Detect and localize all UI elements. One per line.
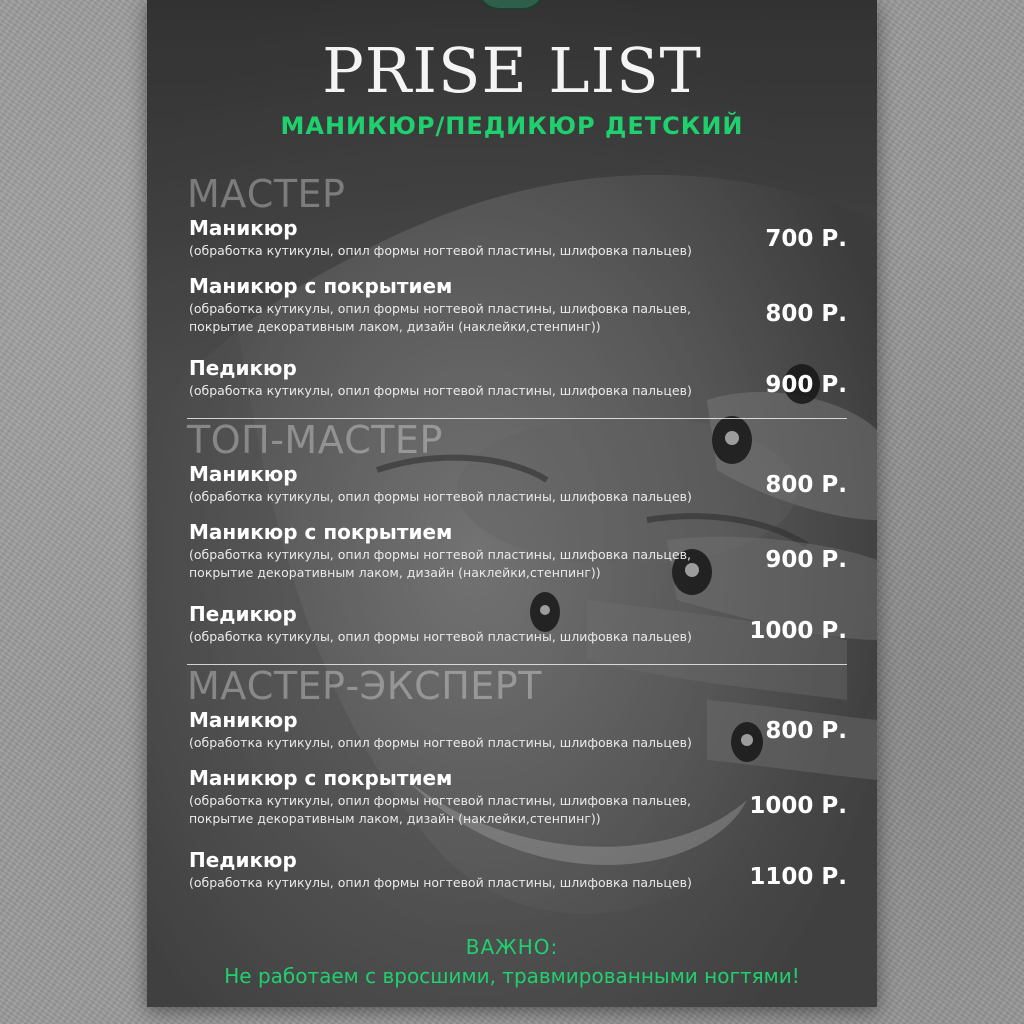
item-description: (обработка кутикулы, опил формы ногтевой пластины, шлифовка пальцев) <box>189 735 692 750</box>
item-price: 1100 Р. <box>749 864 847 890</box>
item-name: Маникюр с покрытием <box>189 766 453 790</box>
section-label: МАСТЕР <box>187 172 346 216</box>
item-description: (обработка кутикулы, опил формы ногтевой пластины, шлифовка пальцев, покрытие декоративным лаком, дизайн (наклейки,стенпинг)) <box>189 301 691 334</box>
important-label: ВАЖНО: <box>465 935 559 959</box>
item-name: Педикюр <box>189 848 297 872</box>
item-description: (обработка кутикулы, опил формы ногтевой пластины, шлифовка пальцев) <box>189 875 692 890</box>
item-description: (обработка кутикулы, опил формы ногтевой пластины, шлифовка пальцев) <box>189 383 692 398</box>
item-price: 900 Р. <box>765 547 847 573</box>
item-description: (обработка кутикулы, опил формы ногтевой пластины, шлифовка пальцев, покрытие декоративным лаком, дизайн (наклейки,стенпинг)) <box>189 793 691 826</box>
item-name: Маникюр <box>189 462 298 486</box>
item-name: Маникюр <box>189 216 298 240</box>
page-title: PRISE LIST <box>322 34 702 107</box>
item-description: (обработка кутикулы, опил формы ногтевой пластины, шлифовка пальцев) <box>189 243 692 258</box>
item-description: (обработка кутикулы, опил формы ногтевой пластины, шлифовка пальцев) <box>189 629 692 644</box>
item-description: (обработка кутикулы, опил формы ногтевой пластины, шлифовка пальцев) <box>189 489 692 504</box>
item-name: Маникюр с покрытием <box>189 274 453 298</box>
item-price: 700 Р. <box>765 226 847 252</box>
item-name: Педикюр <box>189 602 297 626</box>
price-list-card <box>147 0 877 1007</box>
item-name: Маникюр с покрытием <box>189 520 453 544</box>
item-price: 900 Р. <box>765 372 847 398</box>
item-price: 1000 Р. <box>749 618 847 644</box>
item-name: Маникюр <box>189 708 298 732</box>
section-label: ТОП-МАСТЕР <box>187 418 443 462</box>
page-subtitle: МАНИКЮР/ПЕДИКЮР ДЕТСКИЙ <box>280 112 744 140</box>
item-name: Педикюр <box>189 356 297 380</box>
item-price: 800 Р. <box>765 718 847 744</box>
item-price: 800 Р. <box>765 472 847 498</box>
warning-text: Не работаем с вросшими, травмированными ногтями! <box>224 964 800 988</box>
item-price: 1000 Р. <box>749 793 847 819</box>
section-label: МАСТЕР-ЭКСПЕРТ <box>187 664 542 708</box>
item-description: (обработка кутикулы, опил формы ногтевой пластины, шлифовка пальцев, покрытие декоративным лаком, дизайн (наклейки,стенпинг)) <box>189 547 691 580</box>
item-price: 800 Р. <box>765 301 847 327</box>
